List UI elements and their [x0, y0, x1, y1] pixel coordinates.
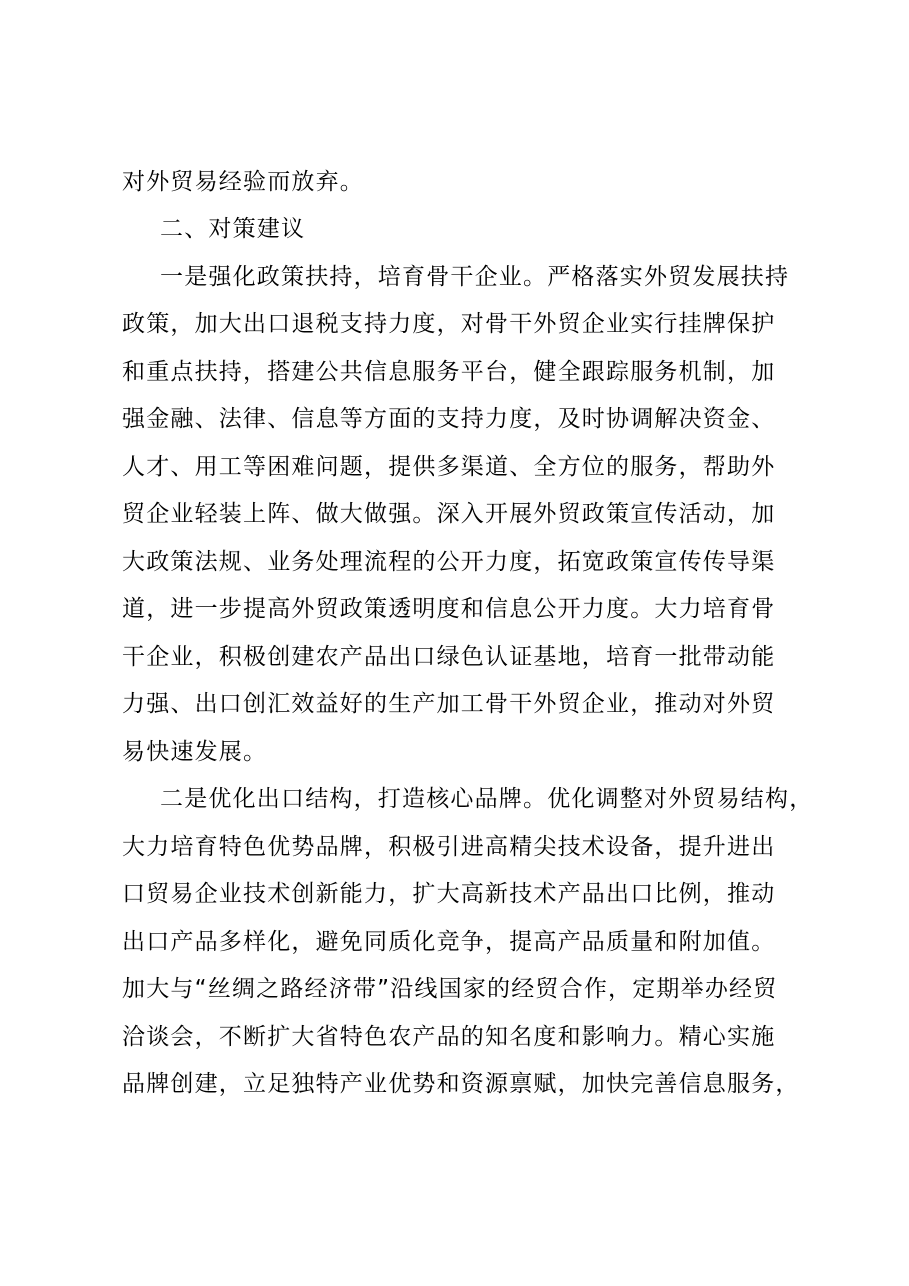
text-line: 一是强化政策扶持，培育骨干企业。严格落实外贸发展扶持: [160, 264, 790, 290]
text-line: 力强、出口创汇效益好的生产加工骨干外贸企业，推动对外贸: [122, 691, 776, 717]
text-line: 干企业，积极创建农产品出口绿色认证基地，培育一批带动能: [122, 644, 776, 670]
text-line: 出口产品多样化，避免同质化竞争，提高产品质量和附加值。: [122, 929, 776, 955]
text-line: 口贸易企业技术创新能力，扩大高新技术产品出口比例，推动: [122, 881, 776, 907]
text-line: 易快速发展。: [122, 739, 268, 765]
text-line: 人才、用工等困难问题，提供多渠道、全方位的服务，帮助外: [122, 454, 776, 480]
text-line: 加大与“丝绸之路经济带”沿线国家的经贸合作，定期举办经贸: [122, 976, 778, 1002]
text-line: 道，进一步提高外贸政策透明度和信息公开力度。大力培育骨: [122, 596, 776, 622]
text-line: 强金融、法律、信息等方面的支持力度，及时协调解决资金、: [122, 406, 776, 432]
text-line: 二是优化出口结构，打造核心品牌。优化调整对外贸易结构，: [160, 786, 814, 812]
section-heading: 二、对策建议: [160, 216, 306, 242]
text-line: 政策，加大出口退税支持力度，对骨干外贸企业实行挂牌保护: [122, 311, 776, 337]
text-line: 和重点扶持，搭建公共信息服务平台，健全跟踪服务机制，加: [122, 359, 776, 385]
text-line: 品牌创建，立足独特产业优势和资源禀赋，加快完善信息服务，: [122, 1071, 800, 1097]
text-line: 大政策法规、业务处理流程的公开力度，拓宽政策宣传传导渠: [122, 549, 776, 575]
text-line: 大力培育特色优势品牌，积极引进高精尖技术设备，提升进出: [122, 834, 776, 860]
text-line: 对外贸易经验而放弃。: [122, 169, 364, 195]
text-line: 贸企业轻装上阵、做大做强。深入开展外贸政策宣传活动，加: [122, 501, 776, 527]
text-line: 洽谈会，不断扩大省特色农产品的知名度和影响力。精心实施: [122, 1024, 776, 1050]
